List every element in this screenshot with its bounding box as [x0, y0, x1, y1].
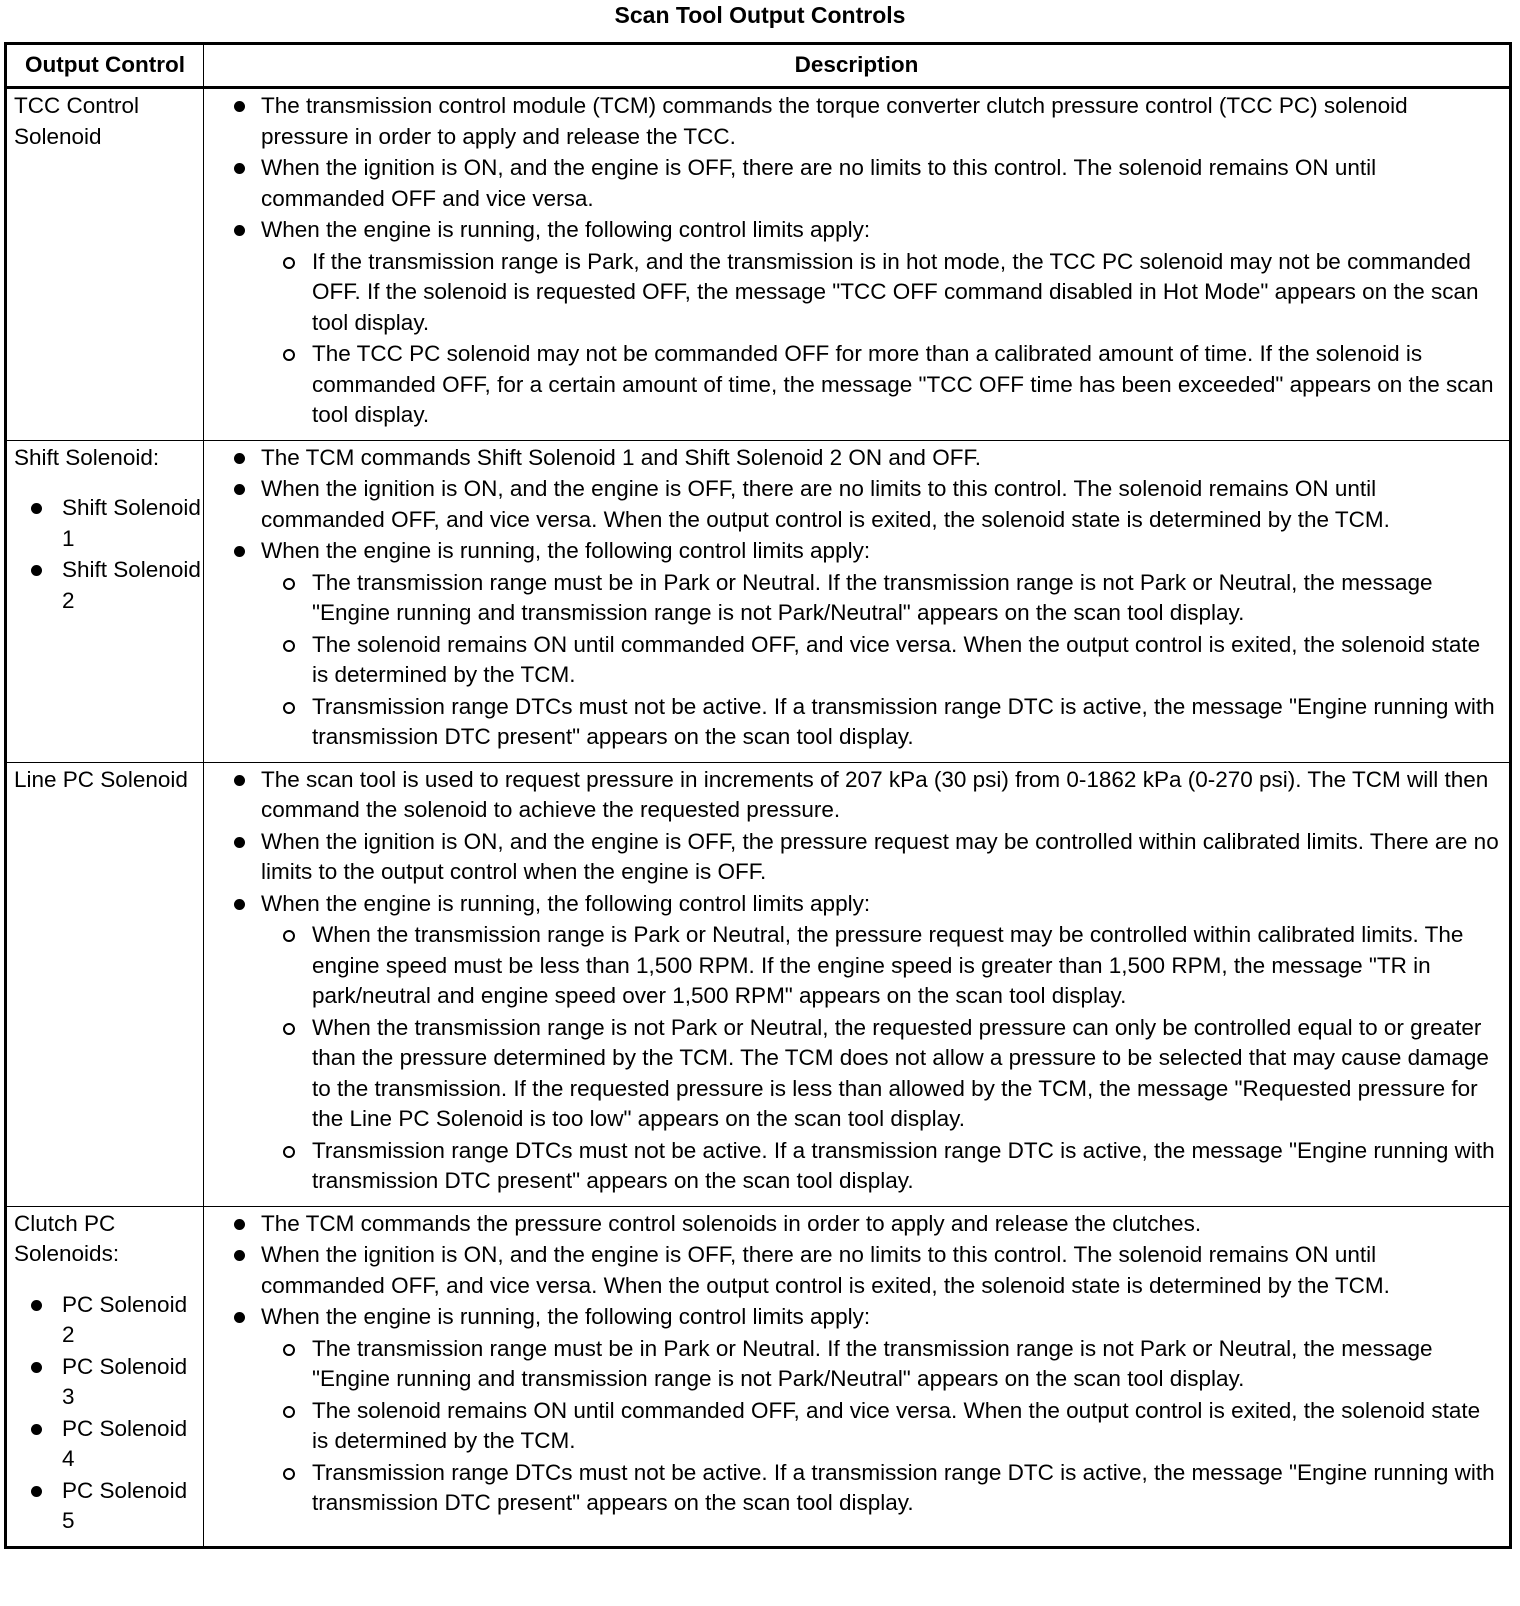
- list-item: [234, 827, 1501, 888]
- list-item: [234, 153, 1501, 214]
- description-cell: [204, 762, 1511, 1206]
- bullet-icon: [234, 225, 245, 236]
- sub-list-item-text: The solenoid remains ON until commanded OFF, and vice versa. When the output control is exited, the solenoid state is determined by the TCM.: [312, 631, 1481, 687]
- output-control-cell: [6, 440, 204, 762]
- sub-list-item-text: Transmission range DTCs must not be active. If a transmission range DTC is active, the message "Engine running with transmission DTC present" appears on the scan tool display.: [312, 1459, 1495, 1515]
- list-item-text: When the engine is running, the following control limits apply:: [261, 538, 871, 563]
- sub-list: [234, 568, 1501, 753]
- sub-list-item: [283, 920, 1501, 1012]
- bullet-icon: [234, 1250, 245, 1261]
- list-item: [234, 443, 1501, 474]
- hollow-bullet-icon: [283, 702, 295, 714]
- output-control-label: Shift Solenoid:: [14, 444, 160, 470]
- column-header-output-control: Output Control: [6, 44, 204, 88]
- hollow-bullet-icon: [283, 930, 295, 942]
- list-item-text: When the ignition is ON, and the engine is OFF, there are no limits to this control. The solenoid remains ON until commanded OFF, and vice versa. When the output control is exited, the solenoid state is determined by the TCM.: [261, 1242, 1390, 1298]
- list-item-text: The TCM commands the pressure control solenoids in order to apply and release the clutches.: [261, 1210, 1202, 1236]
- list-item-text: When the ignition is ON, and the engine is OFF, there are no limits to this control. The solenoid remains ON until commanded OFF and vice versa.: [261, 155, 1377, 211]
- list-item-text: The transmission control module (TCM) commands the torque converter clutch pressure control (TCC PC) solenoid pressure in order to apply and release the TCC.: [261, 93, 1408, 149]
- output-control-sublist: [14, 493, 203, 616]
- bullet-icon: [234, 1312, 245, 1323]
- description-cell: [204, 88, 1511, 441]
- table-row: [6, 440, 1511, 762]
- output-control-sublist: [14, 1290, 203, 1537]
- bullet-icon: [31, 565, 42, 576]
- output-control-label: Line PC Solenoid: [14, 766, 188, 792]
- hollow-bullet-icon: [283, 1344, 295, 1356]
- sub-list: [234, 1334, 1501, 1519]
- list-item: [234, 474, 1501, 535]
- sub-list-item-text: The solenoid remains ON until commanded OFF, and vice versa. When the output control is exited, the solenoid state is determined by the TCM.: [312, 1397, 1481, 1453]
- sub-list-item: [283, 247, 1501, 339]
- sub-list-item-text: The TCC PC solenoid may not be commanded OFF for more than a calibrated amount of time. If the solenoid is commanded OFF, for a certain amount of time, the message "TCC OFF time has been exceeded" appears on the scan tool display.: [312, 341, 1494, 427]
- output-controls-table: [4, 42, 1512, 1549]
- list-item-text: When the ignition is ON, and the engine is OFF, there are no limits to this control. The solenoid remains ON until commanded OFF, and vice versa. When the output control is exited, the solenoid state is determined by the TCM.: [261, 476, 1390, 532]
- table-header-row: [6, 44, 1511, 88]
- hollow-bullet-icon: [283, 578, 295, 590]
- bullet-icon: [31, 1424, 42, 1435]
- bullet-icon: [234, 101, 245, 112]
- sub-list-item-text: When the transmission range is not Park or Neutral, the requested pressure can only be controlled equal to or greater than the pressure determined by the TCM. The TCM does not allow a pressure to be selected that may cause damage to the transmission. If the requested pressure is less than allowed by the TCM, the message "Requested pressure for the Line PC Solenoid is too low" appears on the scan tool display.: [312, 1014, 1489, 1131]
- list-item-text: Shift Solenoid 1: [62, 495, 201, 551]
- hollow-bullet-icon: [283, 257, 295, 269]
- hollow-bullet-icon: [283, 1023, 295, 1035]
- sub-list: [234, 920, 1501, 1197]
- sub-list-item-text: When the transmission range is Park or Neutral, the pressure request may be controlled within calibrated limits. The engine speed must be less than 1,500 RPM. If the engine speed is greater than 1,500 RPM, the message "TR in park/neutral and engine speed over 1,500 RPM" appears on the scan tool display.: [312, 922, 1464, 1008]
- list-item: [234, 765, 1501, 826]
- sub-list-item: [283, 568, 1501, 629]
- sub-list-item: [283, 1458, 1501, 1519]
- list-item: [31, 1414, 203, 1475]
- list-item-text: The TCM commands Shift Solenoid 1 and Shift Solenoid 2 ON and OFF.: [261, 444, 981, 470]
- list-item: [234, 889, 1501, 920]
- list-item: [31, 493, 203, 554]
- bullet-icon: [234, 484, 245, 495]
- sub-list: [234, 247, 1501, 431]
- description-cell: [204, 1206, 1511, 1547]
- output-control-label: Clutch PC Solenoids:: [14, 1210, 120, 1266]
- bullet-icon: [234, 546, 245, 557]
- list-item: [31, 1290, 203, 1351]
- list-item-text: PC Solenoid 4: [62, 1415, 188, 1471]
- column-header-description: Description: [204, 44, 1511, 88]
- list-item-text: Shift Solenoid 2: [62, 557, 201, 613]
- description-list: [234, 765, 1501, 1197]
- table-row: [6, 1206, 1511, 1547]
- description-list: [234, 443, 1501, 753]
- bullet-icon: [234, 899, 245, 910]
- list-item: [234, 1209, 1501, 1240]
- sub-list-item-text: The transmission range must be in Park or Neutral. If the transmission range is not Park or Neutral, the message "Engine running and transmission range is not Park/Neutral" appears on the scan tool display.: [312, 569, 1433, 625]
- bullet-icon: [234, 775, 245, 786]
- description-list: [234, 91, 1501, 431]
- bullet-icon: [31, 503, 42, 514]
- output-control-cell: [6, 1206, 204, 1547]
- sub-list-item: [283, 1396, 1501, 1457]
- list-item: [31, 555, 203, 616]
- output-control-cell: [6, 762, 204, 1206]
- list-item-text: PC Solenoid 2: [62, 1291, 188, 1347]
- list-item-text: When the engine is running, the following control limits apply:: [261, 890, 871, 916]
- bullet-icon: [234, 837, 245, 848]
- list-item: [31, 1476, 203, 1537]
- sub-list-item: [283, 1334, 1501, 1395]
- sub-list-item: [283, 1013, 1501, 1135]
- table-row: [6, 88, 1511, 441]
- list-item: [31, 1352, 203, 1413]
- list-item-text: When the engine is running, the following control limits apply:: [261, 217, 871, 242]
- list-item: [234, 536, 1501, 567]
- bullet-icon: [31, 1486, 42, 1497]
- sub-list-item: [283, 692, 1501, 753]
- list-item-text: When the engine is running, the following control limits apply:: [261, 1304, 871, 1329]
- bullet-icon: [234, 453, 245, 464]
- list-item-text: PC Solenoid 3: [62, 1353, 188, 1409]
- sub-list-item-text: The transmission range must be in Park or Neutral. If the transmission range is not Park or Neutral, the message "Engine running and transmission range is not Park/Neutral" appears on the scan tool display.: [312, 1335, 1433, 1391]
- hollow-bullet-icon: [283, 1468, 295, 1480]
- table-row: [6, 762, 1511, 1206]
- list-item: [234, 1302, 1501, 1333]
- list-item-text: The scan tool is used to request pressure in increments of 207 kPa (30 psi) from 0-1862 kPa (0-270 psi). The TCM will then command the solenoid to achieve the requested pressure.: [261, 766, 1489, 822]
- list-item-text: PC Solenoid 5: [62, 1477, 188, 1533]
- list-item: [234, 91, 1501, 152]
- sub-list-item: [283, 1136, 1501, 1197]
- sub-list-item-text: If the transmission range is Park, and the transmission is in hot mode, the TCC PC solenoid may not be commanded OFF. If the solenoid is requested OFF, the message "TCC OFF command disabled in Hot Mode" appears on the scan tool display.: [312, 248, 1479, 335]
- page-title: Scan Tool Output Controls: [614, 2, 906, 28]
- list-item: [234, 215, 1501, 246]
- description-list: [234, 1209, 1501, 1519]
- hollow-bullet-icon: [283, 640, 295, 652]
- bullet-icon: [31, 1362, 42, 1373]
- sub-list-item: [283, 339, 1501, 431]
- list-item-text: When the ignition is ON, and the engine is OFF, the pressure request may be controlled within calibrated limits. There are no limits to the output control when the engine is OFF.: [261, 828, 1499, 884]
- list-item: [234, 1240, 1501, 1301]
- hollow-bullet-icon: [283, 349, 295, 361]
- sub-list-item-text: Transmission range DTCs must not be active. If a transmission range DTC is active, the message "Engine running with transmission DTC present" appears on the scan tool display.: [312, 693, 1495, 749]
- hollow-bullet-icon: [283, 1406, 295, 1418]
- bullet-icon: [234, 1219, 245, 1230]
- output-control-cell: [6, 88, 204, 441]
- bullet-icon: [234, 163, 245, 174]
- description-cell: [204, 440, 1511, 762]
- sub-list-item-text: Transmission range DTCs must not be active. If a transmission range DTC is active, the message "Engine running with transmission DTC present" appears on the scan tool display.: [312, 1137, 1495, 1193]
- bullet-icon: [31, 1300, 42, 1311]
- sub-list-item: [283, 630, 1501, 691]
- hollow-bullet-icon: [283, 1146, 295, 1158]
- output-control-label: TCC Control Solenoid: [14, 93, 140, 149]
